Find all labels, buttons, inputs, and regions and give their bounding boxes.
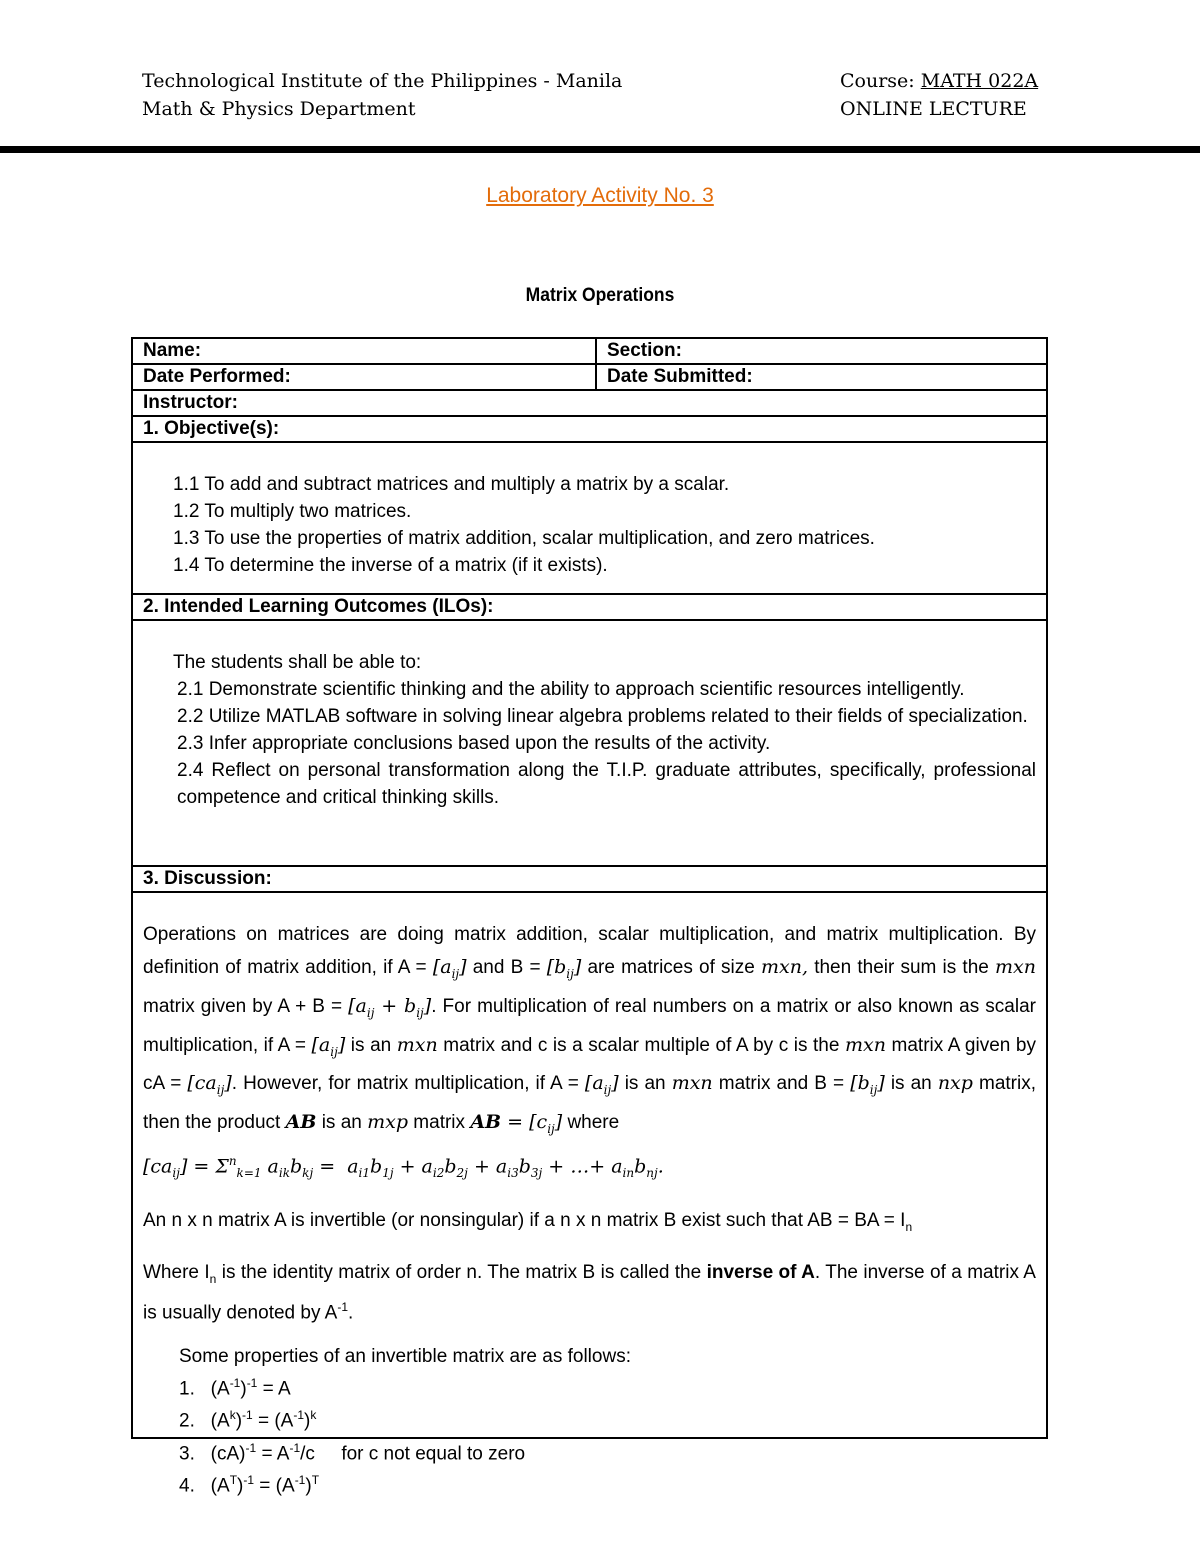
date-submitted-field: Date Submitted: — [607, 366, 753, 387]
objective-item: 1.4 To determine the inverse of a matrix (if it exists). — [173, 555, 608, 576]
section-field: Section: — [607, 340, 682, 361]
instructor-field: Instructor: — [143, 392, 238, 413]
ilo-item: 2.2 Utilize MATLAB software in solving linear algebra problems related to their fields of specialization. — [177, 706, 1028, 727]
department-name: Math & Physics Department — [142, 98, 416, 120]
objective-item: 1.3 To use the properties of matrix addition, scalar multiplication, and zero matrices. — [173, 528, 875, 549]
ilos-intro: The students shall be able to: — [173, 652, 422, 673]
subject-title: Matrix Operations — [525, 285, 675, 306]
activity-table — [131, 337, 1048, 1497]
institution-name: Technological Institute of the Philippines - Manila — [142, 70, 623, 92]
matrix-product-formula: $[ca_{ij}] = \Sigma^n_{k=1}$ $a_{ik}b_{kj} = a_{i1}b_{1j} + a_{i2}b_{2j} + a_{i3}b_{3j}$ + …+ $a_{in}b_{nj}$. — [143, 1153, 664, 1181]
course-line: Course: MATH 022A — [840, 70, 1039, 92]
properties-intro: Some properties of an invertible matrix are as follows: — [179, 1346, 631, 1368]
discussion-paragraph: Operations on matrices are doing matrix addition, scalar multiplication, and matrix multiplication. By definition of matrix addition, if $A = [a_{ij}]$ and $B = [b_{ij}]$ are matrices of size mxn, then their sum is the mxn matrix given by $A + B = [a_{ij} + b_{ij}]$. For multiplication of real numbers on a matrix or also known as scalar multiplication, if $A = [a_{ij}]$ is an mxn matrix and c is a scalar multiple of A by c is the mxn matrix A given by cA = $[ca_{ij}]$. However, for matrix multiplication, if $A = [a_{ij}]$ is an mxn matrix and $B = [b_{ij}]$ is an nxp matrix, then the product AB is an mxp matrix AB = $[c_{ij}]$ where — [143, 924, 1037, 1136]
discussion-heading: 3. Discussion: — [143, 868, 272, 889]
discussion-body — [143, 893, 1037, 1497]
invertible-definition: An n x n matrix A is invertible (or nonsingular) if a n x n matrix B exist such that AB = BA = $I_n$ — [143, 1210, 913, 1234]
objectives-heading: 1. Objective(s): — [143, 418, 280, 439]
properties-list — [143, 1343, 1036, 1499]
property-item: 2. $(A^k)^{-1} = (A^{-1})^k$ — [179, 1408, 317, 1432]
lab-title: Laboratory Activity No. 3 — [486, 184, 714, 207]
ilo-item: 2.1 Demonstrate scientific thinking and the ability to approach scientific resources intelligently. — [177, 679, 965, 700]
name-field: Name: — [143, 340, 202, 361]
course-code: MATH 022A — [920, 70, 1039, 92]
ilos-heading: 2. Intended Learning Outcomes (ILOs): — [143, 596, 494, 617]
property-item: 1. $(A^{-1})^{-1} = A$ — [179, 1376, 291, 1400]
property-item: 4. $(A^T)^{-1} = (A^{-1})^T$ — [179, 1473, 320, 1497]
property-item: 3. $(cA)^{-1} = A^{-1}/c$ for c not equal to zero — [179, 1440, 526, 1465]
objective-item: 1.2 To multiply two matrices. — [173, 501, 412, 522]
lecture-mode: ONLINE LECTURE — [840, 98, 1027, 120]
objectives-list — [143, 443, 1036, 593]
ilo-item: 2.3 Infer appropriate conclusions based upon the results of the activity. — [177, 733, 771, 754]
document-header — [142, 70, 1050, 126]
header-divider — [0, 146, 1200, 153]
ilo-item: 2.4 Reflect on personal transformation along the T.I.P. graduate attributes, specifically, professional competence and critical thinking skills. — [177, 760, 1036, 808]
date-performed-field: Date Performed: — [143, 366, 291, 387]
ilos-list — [143, 621, 1036, 865]
inverse-definition: Where $I_n$ is the identity matrix of order n. The matrix B is called the inverse of A. The inverse of a matrix A is usually denoted by $A^{-1}$. — [143, 1261, 1036, 1324]
objective-item: 1.1 To add and subtract matrices and multiply a matrix by a scalar. — [173, 474, 730, 495]
